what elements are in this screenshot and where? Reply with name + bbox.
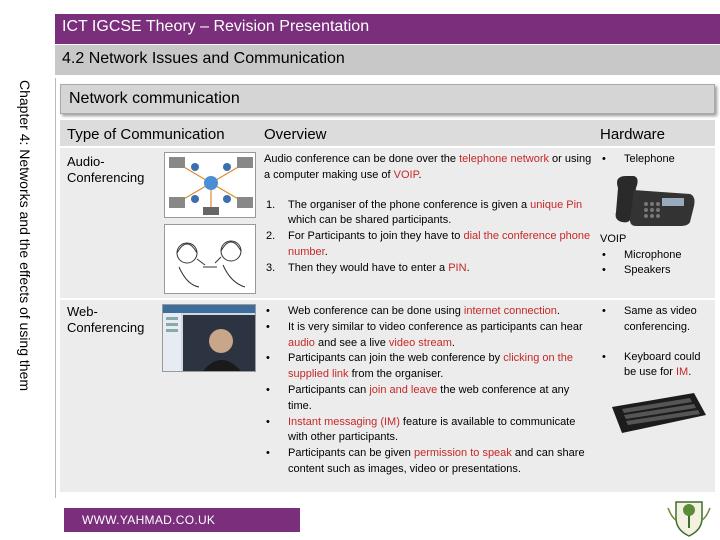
column-header-hardware: Hardware xyxy=(600,126,666,143)
step-text-end: . xyxy=(324,245,328,258)
step-text: For Participants to join they have to xyxy=(288,230,464,243)
list-number: 3. xyxy=(266,261,276,274)
bullet-highlight: audio xyxy=(288,336,315,349)
bullet: • xyxy=(602,153,606,165)
bullet: • xyxy=(266,383,270,396)
hardware-item: Keyboard could be use for xyxy=(624,350,701,379)
bullet-highlight: internet connection xyxy=(463,305,557,317)
section-subtitle: 4.2 Network Issues and Communication xyxy=(62,50,345,67)
audio-overview-intro xyxy=(264,152,594,184)
list-item xyxy=(264,446,594,478)
step-text: The organiser of the phone conference is given a xyxy=(288,198,531,211)
intro-text-middle: or using a computer making use of xyxy=(264,153,592,181)
network-diagram-icon xyxy=(164,152,256,218)
hardware-item-end: . xyxy=(688,366,692,379)
hardware-item: Same as video conferencing. xyxy=(624,305,697,333)
bullet-text: Participants can be given xyxy=(288,447,414,460)
intro-text-end: . xyxy=(418,168,422,181)
list-item xyxy=(600,248,712,264)
audio-hardware xyxy=(600,152,712,279)
bullet-text-end: the web conference at any time. xyxy=(288,383,570,412)
list-number: 2. xyxy=(266,230,276,243)
list-item xyxy=(600,263,712,279)
bullet-text-end: . xyxy=(451,336,455,349)
presentation-title: ICT IGCSE Theory – Revision Presentation xyxy=(62,18,370,35)
step-text-end: . xyxy=(466,261,470,274)
chapter-sidebar xyxy=(10,80,40,440)
bullet-text-end: from the organiser. xyxy=(348,368,444,381)
bullet-text-end: and can share content such as images, video or presentations. xyxy=(288,447,585,475)
list-item xyxy=(600,152,712,168)
step-text-end: which can be shared participants. xyxy=(288,214,452,227)
intro-highlight-voip: VOIP xyxy=(393,168,419,181)
list-item xyxy=(600,304,712,336)
list-item xyxy=(264,415,594,447)
bullet: • xyxy=(602,350,606,363)
list-item xyxy=(264,198,594,230)
bullet-text-end: . xyxy=(556,305,560,317)
bullet-text: Participants can join the web conference by xyxy=(288,352,504,365)
bullet: • xyxy=(602,264,606,277)
row-type-label: Audio-Conferencing xyxy=(67,154,145,185)
step-highlight: PIN xyxy=(448,261,467,274)
keyboard-icon xyxy=(608,387,708,437)
communication-table xyxy=(60,120,715,492)
list-item xyxy=(264,320,594,352)
step-highlight: unique Pin xyxy=(530,198,583,211)
bullet-text: Participants can xyxy=(288,383,370,396)
bullet-highlight: Instant messaging (IM) xyxy=(288,415,400,428)
step-text: Then they would have to enter a xyxy=(288,261,449,274)
intro-text: Audio conference can be done over the xyxy=(264,153,460,165)
school-crest-icon xyxy=(664,496,714,538)
list-item xyxy=(264,304,594,320)
hardware-item: Microphone xyxy=(624,248,682,261)
column-header-overview: Overview xyxy=(264,126,327,143)
bullet-text-end: feature is available to communicate with other participants. xyxy=(288,415,576,444)
list-item xyxy=(264,383,594,415)
bullet: • xyxy=(602,305,606,317)
bullet: • xyxy=(266,447,270,460)
telephone-icon xyxy=(610,172,698,228)
audio-overview xyxy=(264,152,594,277)
web-overview xyxy=(264,304,594,478)
chapter-label: Chapter 4: Networks and the effects of using them xyxy=(17,80,33,392)
step-highlight: dial the conference phone number xyxy=(288,230,591,258)
footer-site-link[interactable]: WWW.YAHMAD.CO.UK xyxy=(82,513,216,527)
list-item xyxy=(264,351,594,383)
bullet-highlight: permission to speak xyxy=(413,447,512,460)
bullet: • xyxy=(602,248,606,261)
list-item xyxy=(264,229,594,261)
bullet: • xyxy=(266,415,270,428)
bullet-text: It is very similar to video conference as participants can hear xyxy=(288,320,583,333)
list-item xyxy=(264,261,594,277)
table-row xyxy=(60,148,715,298)
web-hardware xyxy=(600,304,712,431)
bullet-text-middle: and see a live xyxy=(314,336,389,349)
hardware-item: Speakers xyxy=(624,264,671,277)
bullet-highlight-2: video stream xyxy=(388,336,452,349)
headset-sketch-icon xyxy=(164,224,256,294)
hardware-highlight: IM xyxy=(675,366,689,379)
list-number: 1. xyxy=(266,198,276,211)
column-header-type: Type of Communication xyxy=(67,126,225,143)
bullet-highlight: clicking on the supplied link xyxy=(288,352,573,381)
bullet-text: Web conference can be done using xyxy=(288,305,464,317)
video-screenshot-icon xyxy=(162,304,256,372)
intro-highlight-telephone: telephone network xyxy=(459,153,549,165)
footer-bar xyxy=(64,508,300,532)
bullet: • xyxy=(266,305,270,317)
table-row xyxy=(60,300,715,492)
bullet: • xyxy=(266,320,270,333)
hardware-item: Telephone xyxy=(624,153,675,165)
bullet-highlight: join and leave xyxy=(369,383,438,396)
bullet: • xyxy=(266,352,270,365)
section-heading-box xyxy=(60,84,715,114)
list-item xyxy=(600,350,712,382)
row-type-label: Web-Conferencing xyxy=(67,304,145,335)
section-heading: Network communication xyxy=(69,90,240,107)
table-header-row xyxy=(60,120,715,148)
voip-heading: VOIP xyxy=(600,232,627,245)
